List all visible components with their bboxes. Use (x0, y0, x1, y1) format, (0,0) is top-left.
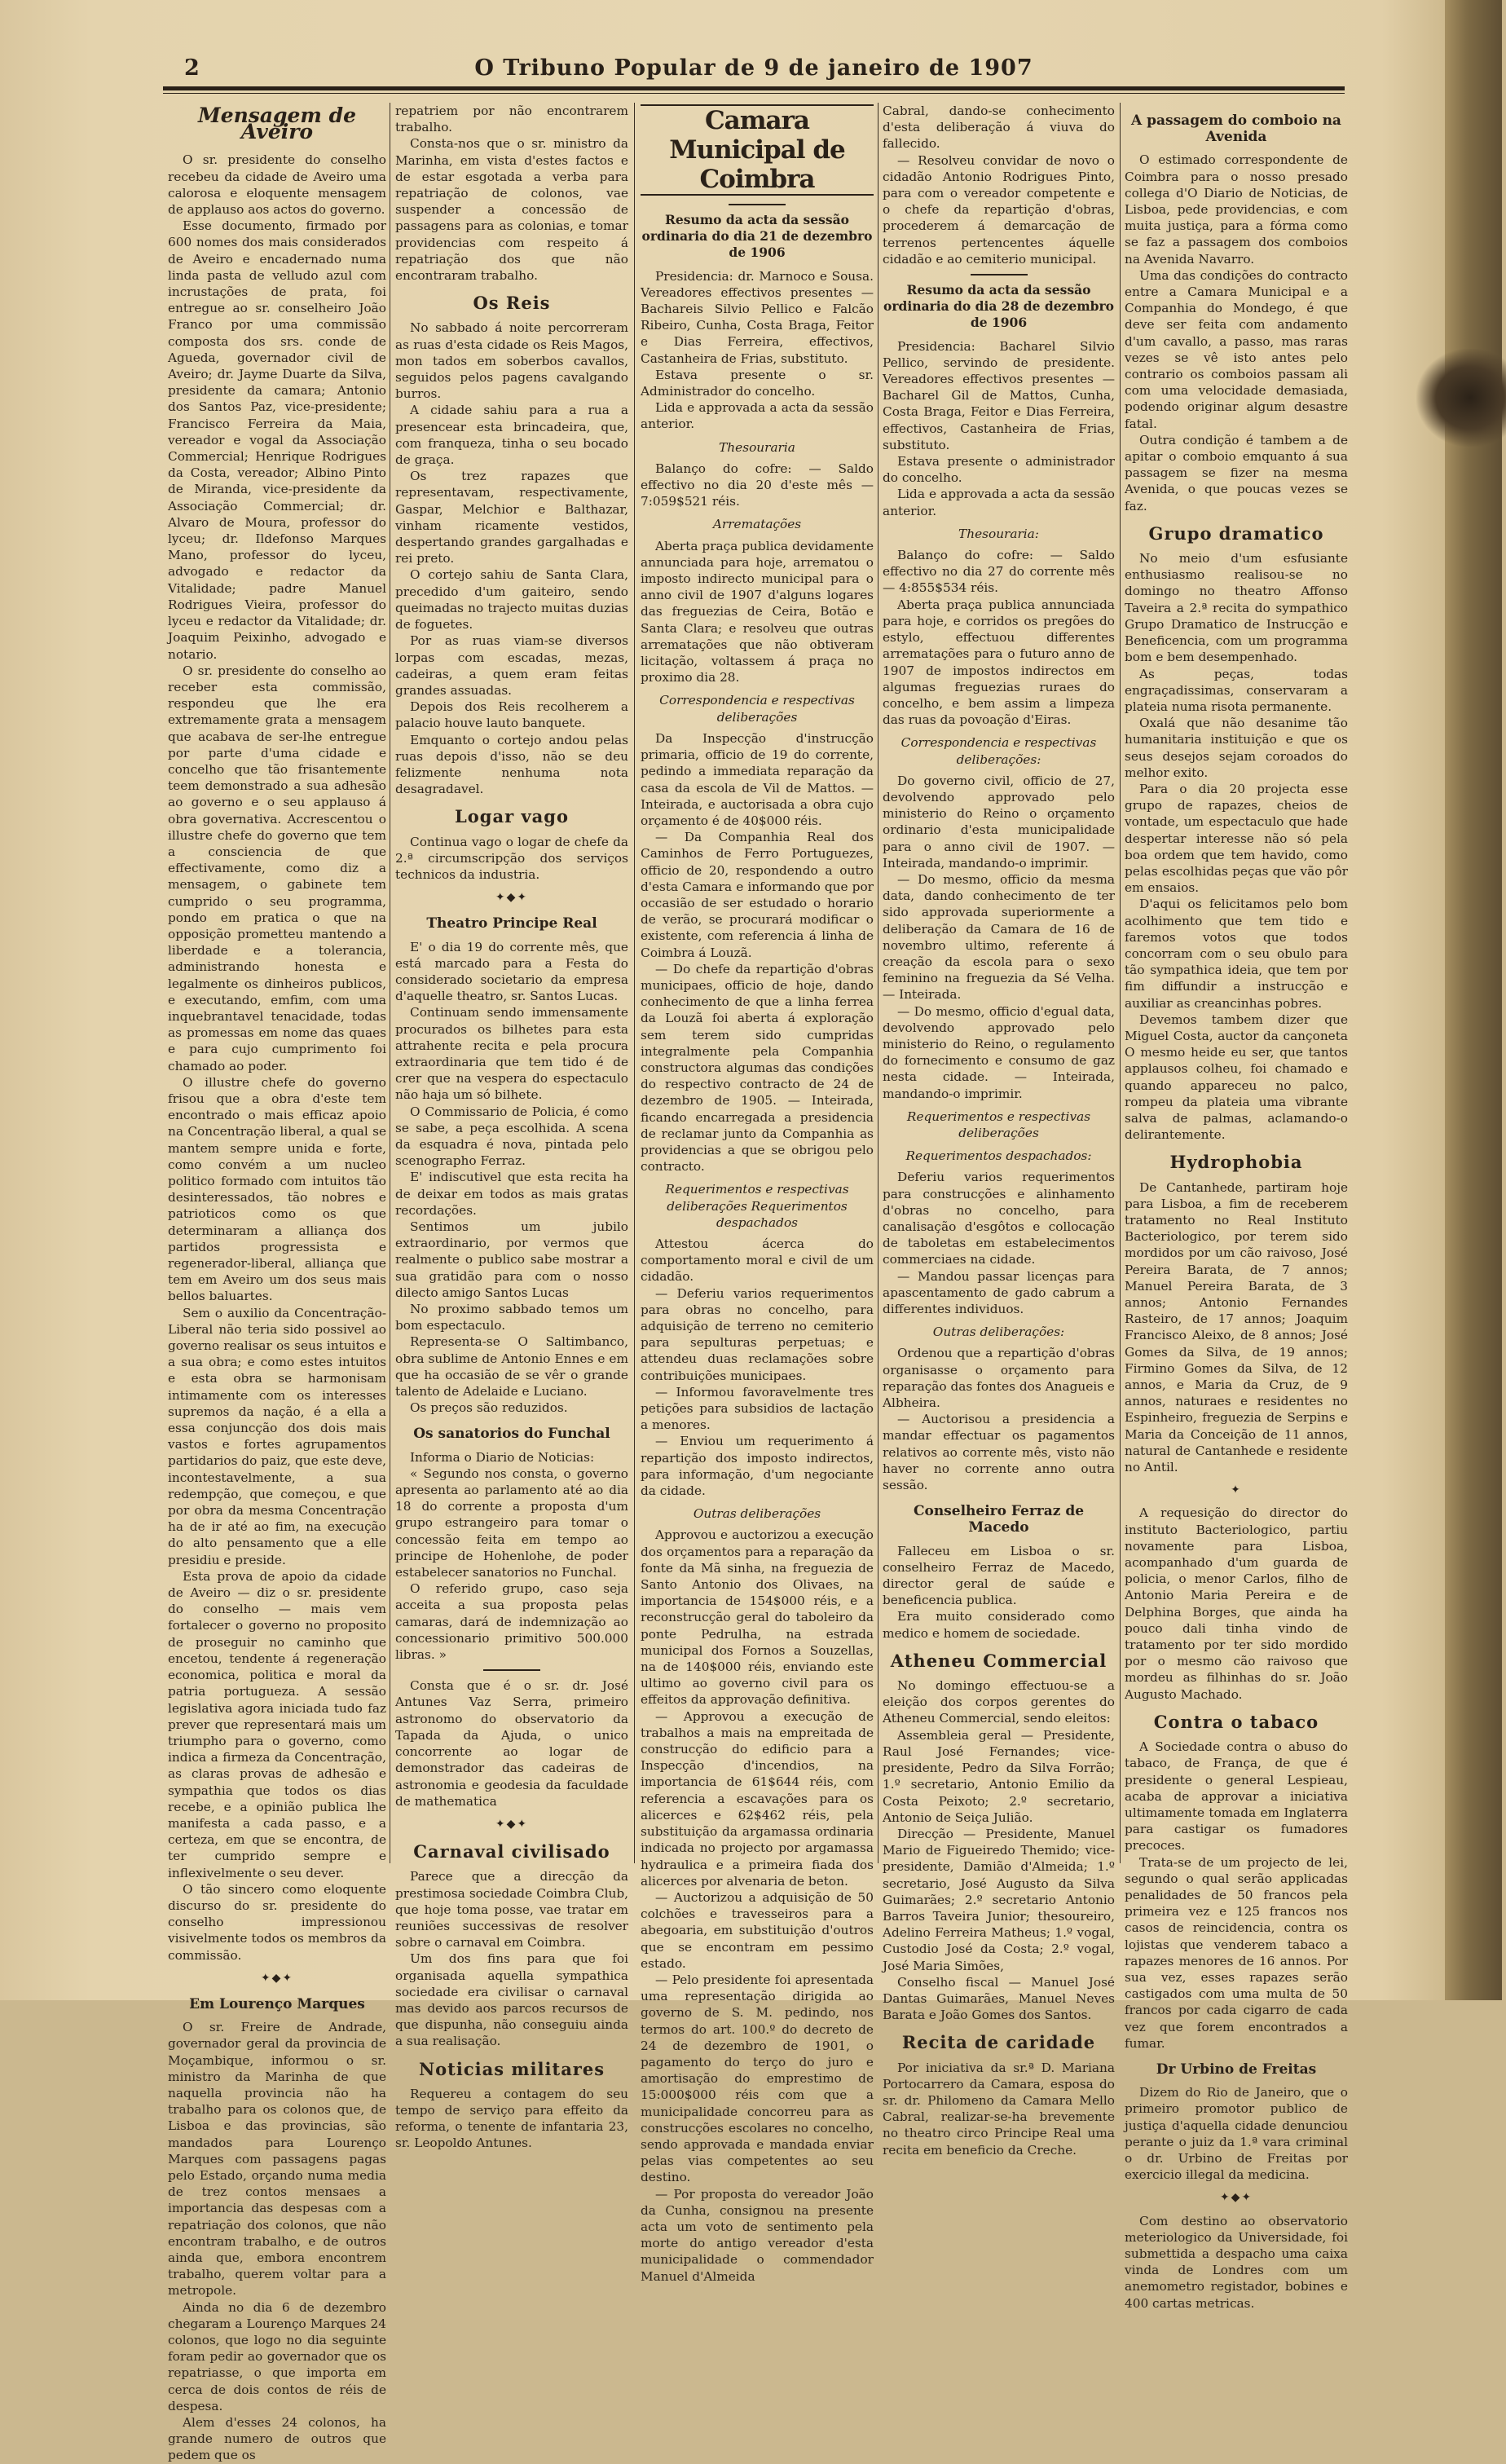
headline-logar-vago: Logar vago (455, 806, 569, 827)
header-rule-thin (163, 93, 1345, 94)
article-paragraph: Outra condição é tambem a de apitar o comboio emquanto á sua passagem se fizer na mesma Avenida, o que poucas vezes se faz. (1125, 432, 1348, 514)
article-paragraph: Conselho fiscal — Manuel José Dantas Guimarães, Manuel Neves Barata e João Gomes dos Santos. (883, 1974, 1115, 2023)
article-paragraph: O illustre chefe do governo frisou que a obra d'este tem encontrado o mais efficaz apoio na Concentração liberal, a qual se mantem sempre unida e forte, como convém a um nucleo politico formado com intuitos tão desinteressados, tão nobres e patrioticos como os que determinaram a alliança dos partidos progressista e regenerador-liberal, alliança que tem em Aveiro um dos seus mais bellos baluartes. (168, 1074, 386, 1304)
article-paragraph: Esse documento, firmado por 600 nomes dos mais considerados de Aveiro e encadernado numa linda pasta de velludo azul com incrustações de prata, foi entregue ao sr. conselheiro João Franco por uma commissão composta dos srs. conde de Agueda, governador civil de Aveiro; dr. Jayme Duarte da Silva, presidente da camara; Antonio dos Santos Paz, vice-presidente; Francisco Ferreira da Maia, vereador e vogal da Associação Commercial; Henrique Rodrigues da Costa, vereador; Albino Pinto de Miranda, vice-presidente da Associação Commercial; dr. Alvaro de Moura, professor do lyceu; dr. Ildefonso Marques Mano, professor do lyceu, advogado e redactor da Vitalidade; padre Manuel Rodrigues Vieira, professor do lyceu e redactor da Vitalidade; dr. Joaquim Peixinho, advogado e notario. (168, 218, 386, 662)
headline-ferraz-de-macedo: Conselheiro Ferraz de Macedo (913, 1503, 1085, 1536)
headline-recita-de-caridade: Recita de caridade (901, 2032, 1096, 2053)
article-paragraph: Trata-se de um projecto de lei, segundo o qual serão applicadas penalidades de 50 francos pela primeira vez e 125 francos nos casos de reincidencia, contra os lojistas que venderem tabaco a rapazes menores de 16 annos. Por sua vez, esses rapazes serão castigados com uma multa de 50 francos por cada cigarro de cada vez que forem encontrados a fumar. (1125, 1854, 1348, 2051)
subheading-correspondencia: Correspondencia e respectivas deliberações (659, 693, 855, 725)
article-paragraph: Falleceu em Lisboa o sr. conselheiro Ferraz de Macedo, director geral de saúde e beneficencia publica. (883, 1543, 1115, 1608)
article-paragraph: Balanço do cofre: — Saldo effectivo no dia 20 d'este mês — 7:059$521 réis. (641, 461, 874, 509)
article-paragraph: « Segundo nos consta, o governo apresenta ao parlamento até ao dia 18 do corrente a proposta d'um grupo estrangeiro para tomar o concessão feita em tempo ao principe de Hohenlohe, de poder estabelecer sanatorios no Funchal. (395, 1466, 628, 1580)
column-2 (395, 103, 628, 2151)
article-paragraph: Um dos fins para que foi organisada aquella sympathica sociedade era civilisar o carnaval mas devido aos parcos recursos de que dispunha, não conseguiu ainda a sua realisação. (395, 1951, 628, 2049)
article-paragraph: A requesição do director do instituto Bacteriologico, partiu novamente para Lisboa, acompanhado d'um guarda de policia, o menor Carlos, filho de Antonio Maria Pereira e de Delphina Borges, que ainda ha pouco dali tinha vindo de tratamento por ter sido mordido por o mesmo cão raivoso que mordeu as filhinhas do sr. João Augusto Machado. (1125, 1505, 1348, 1702)
article-paragraph: Oxalá que não desanime tão humanitaria instituição e que os seus desejos sejam coroados do melhor exito. (1125, 716, 1348, 780)
article-paragraph: — Auctorisou a presidencia a mandar effectuar os pagamentos relativos ao corrente mês, visto não haver no corrente anno outra sessão. (883, 1412, 1115, 1493)
separator-ornament: ✦◆✦ (495, 1817, 529, 1831)
subheading-requerimentos: Requerimentos e respectivas deliberações (906, 1109, 1091, 1140)
article-paragraph: E' indiscutivel que esta recita ha de deixar em todos as mais gratas recordações. (395, 1170, 628, 1218)
article-paragraph: repatriem por não encontrarem trabalho. (395, 104, 628, 135)
article-paragraph: Informa o Diario de Noticias: (410, 1449, 595, 1465)
headline-noticias-militares: Noticias militares (418, 2058, 605, 2079)
headline-lourenco-marques: Em Lourenço Marques (189, 1995, 365, 2012)
article-paragraph: Aberta praça publica annunciada para hoje, e corridos os pregões do estylo, effectuou differentes arrematações para o futuro anno de 1907 de impostos indirectos em algumas freguezias ruraes do concelho, e bem assim a limpeza das ruas da povoação d'Eiras. (883, 597, 1115, 728)
article-paragraph: E' o dia 19 do corrente mês, que está marcado para a Festa do considerado societario da empresa d'aquelle theatro, sr. Santos Lucas. (395, 939, 628, 1004)
article-paragraph: — Mandou passar licenças para apascentamento de gado cabrum a differentes individuos. (883, 1268, 1115, 1317)
article-paragraph: Attestou ácerca do comportamento moral e civil de um cidadão. (641, 1236, 874, 1285)
article-paragraph: — Auctorizou a adquisição de 50 colchões e travesseiros para a abegoaria, em substituição d'outros que se encontram em pessimo estado. (641, 1889, 874, 1971)
column-1 (168, 103, 386, 2463)
article-paragraph: Approvou e auctorizou a execução dos orçamentos para a reparação da fonte da Mã sinha, na freguezia de Santo Antonio dos Olivaes, na importancia de 154$000 réis, e a reconstrucção geral do taboleiro da ponte Pedrulha, na estrada municipal dos Fornos a Souzellas, na de 140$000 réis, enviando este ultimo ao governo civil para os effeitos da approvação definitiva. (641, 1527, 874, 1708)
column-3 (641, 103, 874, 2284)
article-paragraph: No domingo effectuou-se a eleição dos corpos gerentes do Atheneu Commercial, sendo eleitos: (883, 1678, 1115, 1726)
article-paragraph: Presidencia: Bacharel Silvio Pellico, servindo de presidente. Vereadores effectivos presentes — Bacharel Gil de Mattos, Cunha, Costa Braga, Feitor e Dias Ferreira, effectivos, Castanheira de Frias, substituto. (883, 338, 1115, 452)
article-paragraph: Consta-nos que o sr. ministro da Marinha, em vista d'estes factos e de estar esgotada a verba para repatriação de colonos, vae suspender a concessão de passagens para as colonias, e tomar providencias com respeito á repatriação dos que não encontraram trabalho. (395, 136, 628, 284)
article-paragraph: Ordenou que a repartição d'obras organisasse o orçamento para reparação das fontes dos Anagueis e Albheira. (883, 1346, 1115, 1411)
subheading-outras-deliberacoes: Outras deliberações (693, 1506, 821, 1522)
article-paragraph: Continuam sendo immensamente procurados os bilhetes para esta attrahente recita e pela procura extraordinaria que tem tido é de crer que na vespera do espectaculo não haja um só bilhete. (395, 1005, 628, 1103)
article-paragraph: Era muito considerado como medico e homem de sociedade. (883, 1609, 1115, 1641)
article-paragraph: Presidencia: dr. Marnoco e Sousa. Vereadores effectivos presentes — Bachareis Silvio Pellico e Falcão Ribeiro, Cunha, Costa Braga, Feitor e Dias Ferreira, effectivos, Castanheira de Frias, substituto. (641, 268, 874, 366)
article-paragraph: Cabral, dando-se conhecimento d'esta deliberação á viuva do fallecido. (883, 104, 1115, 152)
headline-atheneu-commercial: Atheneu Commercial (890, 1650, 1107, 1671)
subheading-acta: Resumo da acta da sessão ordinaria do dia 28 de dezembro de 1906 (883, 282, 1114, 331)
article-paragraph: Por as ruas viam-se diversos lorpas com escadas, mezas, cadeiras, a quem eram feitas grandes assuadas. (395, 633, 628, 698)
article-paragraph: D'aqui os felicitamos pelo bom acolhimento que tem tido e faremos votos que todos concorram com o seu obulo para tão sympathica ideia, que tem por fim diffundir a instrucção e auxiliar as creancinhas pobres. (1125, 897, 1348, 1011)
subheading-thesouraria: Thesouraria: (958, 526, 1039, 541)
article-paragraph: — Pelo presidente foi apresentada uma representação dirigida ao governo de S. M. pedindo, nos termos do art. 100.º do decreto de 24 de dezembro de 1901, o pagamento do terço do juro e amortisação do emprestimo de 15:000$000 réis com que a municipalidade concorreu para as construcções escolares no concelho, sendo approvada e mandada enviar pelas vias competentes ao seu destino. (641, 1972, 874, 2185)
article-paragraph: — Approvou a execução de trabalhos a mais na empreitada de construcção do edificio para a Inspecção d'incendios, na importancia de 61$644 réis, com referencia a escavações para os alicerces e 62$462 réis, pela substituição da argamassa ordinaria indicada no projecto por argamassa hydraulica e a primeira fiada dos alicerces por alvenaria de beton. (641, 1708, 874, 1889)
article-paragraph: — Resolveu convidar de novo o cidadão Antonio Rodrigues Pinto, para com o vereador competente e o chefe da repartição d'obras, procederem á demarcação de terrenos pertencentes áquelle cidadão e ao cemiterio municipal. (883, 152, 1115, 267)
column-divider (1120, 103, 1121, 1863)
article-paragraph: O sr. Freire de Andrade, governador geral da provincia de Moçambique, informou o sr. ministro da Marinha de que naquella provincia não ha trabalho para os colonos que, de Lisboa e das provincias, são mandados para Lourenço Marques com passagens pagas pelo Estado, orçando numa media de trez contos mensaes a importancia das despesas com a repatriação dos colonos, que não encontram trabalho, e de outros ainda que, embora encontrem trabalho, querem voltar para a metropole. (168, 2020, 386, 2299)
article-paragraph: No sabbado á noite percorreram as ruas d'esta cidade os Reis Magos, mon tados em soberbos cavallos, seguidos pelos pagens cavalgando burros. (395, 320, 628, 402)
headline-urbino-de-freitas: Dr Urbino de Freitas (1156, 2061, 1317, 2078)
headline-contra-o-tabaco: Contra o tabaco (1153, 1711, 1319, 1732)
article-paragraph: Aberta praça publica devidamente annunciada para hoje, arrematou o imposto indirecto municipal para o anno civil de 1907 d'alguns logares das freguezias de Ceira, Botão e Santa Clara; e resolveu que outras arrematações que não obtiveram licitação, voltassem á praça no proximo dia 28. (641, 538, 874, 685)
page-header (163, 51, 1345, 83)
article-paragraph: Devemos tambem dizer que Miguel Costa, auctor da cançoneta O mesmo heide eu ser, que tantos applausos colheu, foi chamado e quando appareceu no palco, rompeu da plateia uma vibrante salva de palmas, aclamando-o delirantemente. (1125, 1012, 1348, 1143)
article-paragraph: Direcção — Presidente, Manuel Mario de Figueiredo Themido; vice-presidente, Damião d'Almeida; 1.º secretario, José Augusto da Silva Guimarães; 2.º secretario Antonio Barros Taveira Junior; thesoureiro, Adelino Ferreira Matheus; 1.º vogal, Custodio José da Costa; 2.º vogal, José Maria Simões, (883, 1826, 1115, 1973)
article-paragraph: Consta que é o sr. dr. José Antunes Vaz Serra, primeiro astronomo do observatorio da Tapada da Ajuda, o unico concorrente ao logar de demonstrador das cadeiras de astronomia e geodesia da faculdade de mathematica (395, 1678, 628, 1809)
article-paragraph: Representa-se O Saltimbanco, obra sublime de Antonio Ennes e em que ha occasião de se vêr o grande talento de Adelaide e Luciano. (395, 1334, 628, 1399)
article-paragraph: O sr. presidente do conselho recebeu da cidade de Aveiro uma calorosa e eloquente mensagem de applauso aos actos do governo. (168, 152, 386, 218)
article-paragraph: Deferiu varios requerimentos para construcções e alinhamento d'obras no concelho, para canalisação d'esgôtos e collocação de taboletas em estabelecimentos commerciaes na cidade. (883, 1170, 1115, 1267)
article-paragraph: Sentimos um jubilo extraordinario, por vermos que realmente o publico sabe mostrar a sua gratidão para com o nosso dilecto amigo Santos Lucas (395, 1219, 628, 1300)
article-paragraph: Esta prova de apoio da cidade de Aveiro — diz o sr. presidente do conselho — mais vem fortalecer o governo no proposito de proseguir no caminho que encetou, tendente á regeneração economica, politica e moral da patria portugueza. A sessão legislativa agora iniciada tudo faz prever que representará mais um triumpho para o governo, como indica a firmeza da Concentração, as claras provas de adhesão e sympathia que todos os dias recebe, e a opinião publica lhe manifesta a cada passo, e a certeza, em que se encontra, de ter cumprido sempre e inflexivelmente o seu dever. (168, 1568, 386, 1880)
separator-rule (729, 204, 786, 205)
article-paragraph: — Por proposta do vereador João da Cunha, consignou na presente acta um voto de sentimento pela morte do antigo vereador d'esta municipalidade o commendador Manuel d'Almeida (641, 2186, 874, 2284)
column-4 (883, 103, 1115, 2158)
article-paragraph: — Do mesmo, officio d'egual data, devolvendo approvado pelo ministerio do Reino, o regulamento do fornecimento e consumo de gaz nesta cidade. — Inteirada, mandando-o imprimir. (883, 1003, 1115, 1101)
header-rule (163, 86, 1345, 90)
article-paragraph: — Enviou um requerimento á repartição dos imposto indirectos, para informação, d'um negociante da cidade. (641, 1434, 874, 1499)
article-paragraph: O Commissario de Policia, é como se sabe, a peça escolhida. A scena da esquadra é nova, pintada pelo scenographo Ferraz. (395, 1104, 628, 1169)
subheading-arrematacoes: Arrematações (712, 517, 802, 532)
article-paragraph: Para o dia 20 projecta esse grupo de rapazes, cheios de vontade, um espectaculo que hade despertar interesse não só pela boa ordem que tem havido, como pelas escolhidas peças que vão pôr em ensaios. (1125, 781, 1348, 896)
article-paragraph: Os preços são reduzidos. (410, 1400, 568, 1416)
article-paragraph: — Deferiu varios requerimentos para obras no concelho, para adquisição de terreno no cemiterio para sepulturas perpetuas; e attendeu duas reclamações sobre contribuições municipaes. (641, 1285, 874, 1383)
headline-os-reis: Os Reis (473, 293, 551, 314)
newspaper-masthead: O Tribuno Popular de 9 de janeiro de 1907 (474, 55, 1033, 81)
column-5 (1125, 103, 1348, 2311)
article-paragraph: A Sociedade contra o abuso do tabaco, de França, de que é presidente o general Lespieau, acaba de approvar a iniciativa ultimamente tomada em Inglaterra para castigar os fumadores precoces. (1125, 1739, 1348, 1854)
subheading-requerimentos: Requerimentos e respectivas deliberações Requerimentos despachados (665, 1182, 849, 1230)
article-paragraph: — Do mesmo, officio da mesma data, dando conhecimento de ter sido approvada superiormente a deliberação da Camara de 16 de novembro ultimo, referente á creação da escola para o sexo feminino na freguezia da Sé Velha. — Inteirada. (883, 871, 1115, 1003)
article-paragraph: Por iniciativa da sr.ª D. Mariana Portocarrero da Camara, esposa do sr. dr. Philomeno da Camara Mello Cabral, realizar-se-ha brevemente no theatro circo Principe Real uma recita em beneficio da Creche. (883, 2060, 1115, 2158)
article-paragraph: O sr. presidente do conselho ao receber esta commissão, respondeu que lhe era extremamente grata a mensagem que acabava de ser-lhe entregue por parte d'uma cidade e concelho que tão frisantemente teem demonstrado a sua adhesão ao governo e o seu applauso á obra governativa. Accrescentou o illustre chefe do governo que tem a consciencia de que effectivamente, como diz a mensagem, o gabinete tem cumprido o seu programma, pondo em pratica o que na opposição prometteu mantendo a liberdade e a tolerancia, administrando honesta e legalmente os dinheiros publicos, e executando, emfim, com uma inquebrantavel tenacidade, todas as promessas em nome das quaes e para cujo cumprimento foi chamado ao poder. (168, 663, 386, 1073)
article-paragraph: O cortejo sahiu de Santa Clara, precedido d'um gaiteiro, sendo queimadas no trajecto muitas duzias de foguetes. (395, 567, 628, 633)
separator-ornament: ✦ (1231, 1483, 1242, 1497)
subheading-outras-deliberacoes: Outras deliberações: (932, 1325, 1065, 1340)
article-paragraph: O estimado correspondente de Coimbra para o nosso presado collega d'O Diario de Noticias, de Lisboa, pede providencias, e com muita justiça, para a fórma como se faz a passagem dos comboios na Avenida Navarro. (1125, 152, 1348, 267)
column-divider (634, 103, 635, 1863)
article-paragraph: As peças, todas engraçadissimas, conservaram a plateia numa risota permanente. (1125, 666, 1348, 714)
article-paragraph: No meio d'um esfusiante enthusiasmo realisou-se no domingo no theatro Affonso Taveira a 2.ª recita do sympathico Grupo Dramatico de Instrucção e Beneficencia, com um programma bom e bem desempenhado. (1125, 551, 1348, 665)
article-paragraph: Continua vago o logar de chefe da 2.ª circumscripção dos serviços technicos da industria. (395, 834, 628, 882)
headline-passagem-do-comboio: A passagem do comboio na Avenida (1131, 112, 1341, 146)
article-paragraph: Assembleia geral — Presidente, Raul José Fernandes; vice-presidente, Pedro da Silva Forrão; 1.º secretario, Antonio Emilio da Costa Peixoto; 2.º secretario, Antonio de Seiça Julião. (883, 1727, 1115, 1825)
separator-ornament: ✦◆✦ (260, 1971, 294, 1985)
article-paragraph: Uma das condições do contracto entre a Camara Municipal e a Companhia do Mondego, é que deve ser feita com andamento d'um cavallo, a passo, mas raras vezes se vê isto antes pelo contrario os comboios passam ali com uma velocidade demasiada, podendo originar algum desastre fatal. (1125, 267, 1348, 431)
article-paragraph: De Cantanhede, partiram hoje para Lisboa, a fim de receberem tratamento no Real Instituto Bacteriologico, por terem sido mordidos por um cão raivoso, José Pereira Barata, de 7 annos; Manuel Pereira Barata, de 3 annos; Antonio Fernandes Rasteiro, de 17 annos; Joaquim Francisco Aleixo, de 8 annos; José Gomes da Silva, de 19 annos; Firmino Gomes da Silva, de 12 annos, e Maria da Cruz, de 9 annos, naturaes e residentes no Espinheiro, freguezia de Serpins e Maria da Conceição de 11 annos, natural de Cantanhede e residente no Antil. (1125, 1179, 1348, 1475)
headline-camara-municipal: Camara Municipal de Coimbra (641, 104, 874, 196)
article-paragraph: Com destino ao observatorio meteriologico da Universidade, foi submettida a despacho uma caixa vinda de Londres com um anemometro registador, bobines e 400 cartas metricas. (1125, 2213, 1348, 2311)
article-paragraph: Lida e approvada a acta da sessão anterior. (641, 400, 874, 432)
separator-ornament: ✦◆✦ (495, 891, 529, 905)
article-paragraph: Dizem do Rio de Janeiro, que o primeiro promotor publico de justiça d'aquella cidade denunciou perante o juiz da 1.ª vara criminal o dr. Urbino de Freitas por exercicio illegal da medicina. (1125, 2085, 1348, 2183)
page-number: 2 (184, 55, 200, 81)
paper-tear (1416, 349, 1506, 447)
article-paragraph: — Informou favoravelmente tres petições para subsidios de lactação a menores. (641, 1384, 874, 1433)
article-paragraph: Estava presente o sr. Administrador do concelho. (641, 367, 874, 399)
headline-sanatorios-funchal: Os sanatorios do Funchal (413, 1426, 610, 1443)
article-paragraph: Parece que a direcção da prestimosa sociedade Coimbra Club, que hoje toma posse, vae tratar em reuniões successivas de resolver sobre o carnaval em Coimbra. (395, 1869, 628, 1950)
headline-hydrophobia: Hydrophobia (1169, 1152, 1303, 1173)
article-paragraph: Balanço do cofre: — Saldo effectivo no dia 27 do corrente mês — 4:855$534 réis. (883, 548, 1115, 596)
subheading-acta: Resumo da acta da sessão ordinaria do dia 21 de dezembro de 1906 (641, 212, 873, 261)
subheading-correspondencia: Correspondencia e respectivas deliberações: (901, 735, 1097, 767)
article-paragraph: No proximo sabbado temos um bom espectaculo. (395, 1302, 628, 1333)
article-paragraph: Alem d'esses 24 colonos, ha grande numero de outros que pedem que os (168, 2415, 386, 2463)
page-binding (1445, 0, 1502, 2000)
article-paragraph: — Do chefe da repartição d'obras municipaes, officio de hoje, dando conhecimento de que a linha ferrea da Louzã foi aberta á exploração sem terem sido cumpridas integralmente pela Companhia constructora algumas das condições do respectivo contracto de 24 de dezembro de 1905. — Inteirada, ficando encarregada a presidencia de reclamar junto da Companhia as providencias a que se obrigou pelo contracto. (641, 961, 874, 1175)
article-paragraph: Ainda no dia 6 de dezembro chegaram a Lourenço Marques 24 colonos, que logo no dia seguinte foram pedir ao governador que os repatriasse, o que importa em cerca de dois contos de réis de despesa. (168, 2299, 386, 2413)
separator-ornament: ✦◆✦ (1219, 2191, 1253, 2205)
separator-rule (971, 274, 1028, 275)
headline-theatro-principe-real: Theatro Principe Real (426, 915, 597, 932)
article-paragraph: O referido grupo, caso seja acceita a sua proposta pelas camaras, dará de indemnização ao concessionario primitivo 500.000 libras. » (395, 1581, 628, 1663)
headline-mensagem-de-aveiro: Mensagem de Aveiro (198, 104, 356, 144)
article-paragraph: Sem o auxilio da Concentração-Liberal não teria sido possivel ao governo realisar os seus intuitos e a sua obra; e como estes intuitos e esta obra se harmonisam intimamente com os interesses supremos da nação, é a ella a essa conjuncção dos dois mais vastos e fortes agrupamentos partidarios do paiz, que este deve, incontestavelmente, a sua redempção, que começou, e que por obra da mesma Concentração ha de ir até ao fim, na execução do alto pensamento que a elle presidiu e preside. (168, 1305, 386, 1567)
article-paragraph: Emquanto o cortejo andou pelas ruas depois d'isso, não se deu felizmente nenhuma nota desagradavel. (395, 732, 628, 797)
subheading-thesouraria: Thesouraria (719, 439, 795, 455)
article-paragraph: Lida e approvada a acta da sessão anterior. (883, 487, 1115, 518)
article-paragraph: — Da Companhia Real dos Caminhos de Ferro Portuguezes, officio de 20, respondendo a outro d'esta Camara e informando que por occasião de ser estudado o horario de verão, se procurará modificar o existente, com referencia á linha de Coimbra á Louzã. (641, 830, 874, 960)
article-paragraph: Da Inspecção d'instrucção primaria, officio de 19 do corrente, pedindo a immediata reparação da casa da escola de Vil de Mattos. — Inteirada, e auctorisada a obra cujo orçamento é de 40$000 réis. (641, 730, 874, 828)
article-paragraph: Do governo civil, officio de 27, devolvendo approvado pelo ministerio do Reino o orçamento ordinario d'esta municipalidade para o anno civil de 1907. — Inteirada, mandando-o imprimir. (883, 773, 1115, 871)
article-paragraph: O tão sincero como eloquente discurso do sr. presidente do conselho impressionou visivelmente todos os membros da commissão. (168, 1881, 386, 1963)
article-paragraph: Os trez rapazes que representavam, respectivamente, Gaspar, Melchior e Balthazar, vinham ricamente vestidos, despertando grandes gargalhadas e rei preto. (395, 469, 628, 566)
article-paragraph: Depois dos Reis recolherem a palacio houve lauto banquete. (395, 699, 628, 731)
article-paragraph: Requereu a contagem do seu tempo de serviço para effeito da reforma, o tenente de infantaria 23, sr. Leopoldo Antunes. (395, 2086, 628, 2151)
subheading-despachados: Requerimentos despachados: (905, 1148, 1092, 1164)
headline-carnaval-civilisado: Carnaval civilisado (413, 1841, 610, 1862)
headline-grupo-dramatico: Grupo dramatico (1148, 522, 1324, 544)
article-paragraph: Estava presente o administrador do concelho. (883, 454, 1115, 486)
separator-rule (483, 1669, 540, 1671)
article-paragraph: A cidade sahiu para a rua a presencear esta brincadeira, que, com franqueza, tinha o seu bocado de graça. (395, 403, 628, 468)
